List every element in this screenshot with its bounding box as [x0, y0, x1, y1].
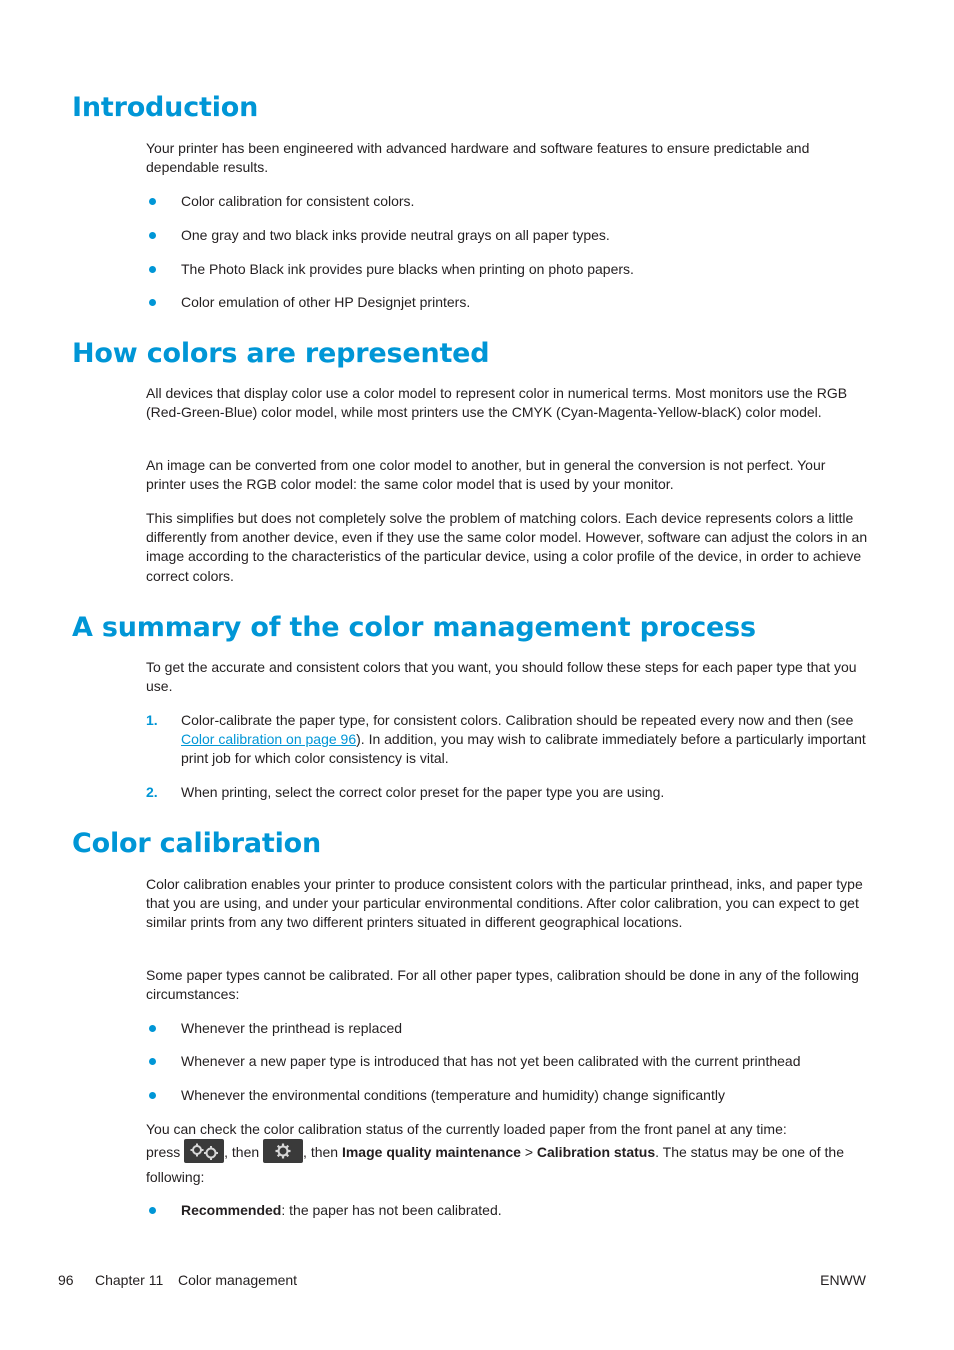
summary-paragraph: To get the accurate and consistent colors that you want, you should follow these steps for each paper type that you use.: [146, 659, 857, 695]
bullet-icon: [149, 1025, 156, 1032]
bullet-icon: [149, 1092, 156, 1099]
heading-introduction: Introduction: [72, 92, 259, 123]
bullet-icon: [149, 1058, 156, 1065]
intro-paragraph: Your printer has been engineered with advanced hardware and software features to ensure predictable and dependable results.: [146, 140, 810, 176]
gear-icon[interactable]: [263, 1139, 303, 1163]
step-text: Color-calibrate the paper type, for consistent colors. Calibration should be repeated every now and then (see Color calibration on page 96). In addition, you may wish to calibrate immediately before a particularly important print job for which color consistency is vital.: [181, 712, 866, 767]
calibration-check-line: You can check the color calibration status of the currently loaded paper from the front panel at any time:: [146, 1121, 787, 1137]
heading-color-calibration: Color calibration: [72, 828, 322, 859]
calibration-paragraph-2: Some paper types cannot be calibrated. For all other paper types, calibration should be done in any of the following circumstances:: [146, 967, 859, 1003]
calibration-check-instructions: press , then , then Image quality maintenance > Calibration status. The status may be one of the following:: [146, 1140, 868, 1189]
footer-chapter-title: Color management: [178, 1272, 298, 1288]
status-term: Recommended: [181, 1202, 282, 1218]
represented-paragraph-3: This simplifies but does not completely solve the problem of matching colors. Each device represents colors a little differently from another device, even if they use the same color model. However, software can adjust the colors in an image according to the characteristics of the particular device, using a color profile of the device, in order to achieve correct colors.: [146, 510, 868, 584]
step-text: When printing, select the correct color preset for the paper type you are using.: [181, 784, 665, 800]
document-page: Introduction Your printer has been engineered with advanced hardware and software features to ensure predictable and dependable results. Color calibration for consistent colors. One gray and two black inks provide neutral grays on all paper types. The Photo Black ink provides pure blacks when printing on photo papers. Color emulation of other HP Designjet printers. How colors are represented All devices that display color use a color model to represent color in numerical terms. Most monitors use the RGB (Red-Green-Blue) color model, while most printers use the CMYK (Cyan-Magenta-Yellow-blacK) color model. An image can be converted from one color model to another, but in general the conversion is not perfect. Your printer uses the RGB color model: the same color model that is used by your monitor. This simplifies but does not completely solve the problem of matching colors. Each device represents colors a little differently from another device, even if they use the same color model. However, software can adjust the colors in an image according to the characteristics of the particular device, using a color profile of the device, in order to achieve correct colors. A summary of the color management process To get the accurate and consistent colors that you want, you should follow these steps for each paper type that you use. 1. Color-calibrate the paper type, for consistent colors. Calibration should be repeated every now and then (see Color calibration on page 96). In addition, you may wish to calibrate immediately before a particularly important print job for which color consistency is vital. 2. When printing, select the correct color preset for the paper type you are using. Color calibration Color calibration enables your printer to produce consistent colors with the particular printhead, inks, and paper type that you are using, and under your particular environmental conditions. After color calibration, you can expect to get similar prints from any two different printers situated in different geographical locations. Some paper types cannot be calibrated. For all other paper types, calibration should be done in any of the following circumstances: Whenever the printhead is replaced Whenever a new paper type is introduced that has not yet been calibrated with the current printhead Whenever the environmental conditions (temperature and humidity) change significantly You can check the color calibration status of the currently loaded paper from the front panel at any time: press , then , then Image quality maintenance > Calibration status. The status may be one of the following: Recommended: the paper has not been calibrated. 96 Chapter 11 Color management ENWW: [0, 0, 954, 1350]
footer-code: ENWW: [820, 1272, 866, 1288]
bullet-icon: [149, 266, 156, 273]
bullet-icon: [149, 1207, 156, 1214]
menu-calibration-status: Calibration status: [536, 1144, 656, 1160]
represented-paragraph-1: All devices that display color use a color model to represent color in numerical terms. Most monitors use the RGB (Red-Green-Blue) color model, while most printers use the CMYK (Cyan-Magenta-Yellow-blacK) color model.: [146, 385, 848, 421]
bullet-icon: [149, 299, 156, 306]
calibration-paragraph-1: Color calibration enables your printer to produce consistent colors with the particular printhead, inks, and paper type that you are using, and under your particular environmental conditions. After color calibration, you can expect to get similar prints from any two different printers situated in different geographical locations.: [146, 876, 863, 931]
footer-chapter: Chapter 11: [95, 1272, 164, 1288]
represented-paragraph-2: An image can be converted from one color model to another, but in general the conversion is not perfect. Your printer uses the RGB color model: the same color model that is used by your monitor.: [146, 457, 826, 493]
link-color-calibration[interactable]: Color calibration on page 96: [181, 731, 357, 748]
bullet-icon: [149, 232, 156, 239]
step-number: 2.: [146, 784, 158, 800]
menu-image-quality-maintenance: Image quality maintenance: [341, 1144, 521, 1160]
footer-page-number: 96: [58, 1272, 74, 1288]
heading-summary-process: A summary of the color management process: [72, 612, 756, 643]
bullet-icon: [149, 198, 156, 205]
settings-gears-icon[interactable]: [184, 1139, 224, 1163]
heading-how-colors-represented: How colors are represented: [72, 338, 490, 369]
step-number: 1.: [146, 712, 158, 728]
